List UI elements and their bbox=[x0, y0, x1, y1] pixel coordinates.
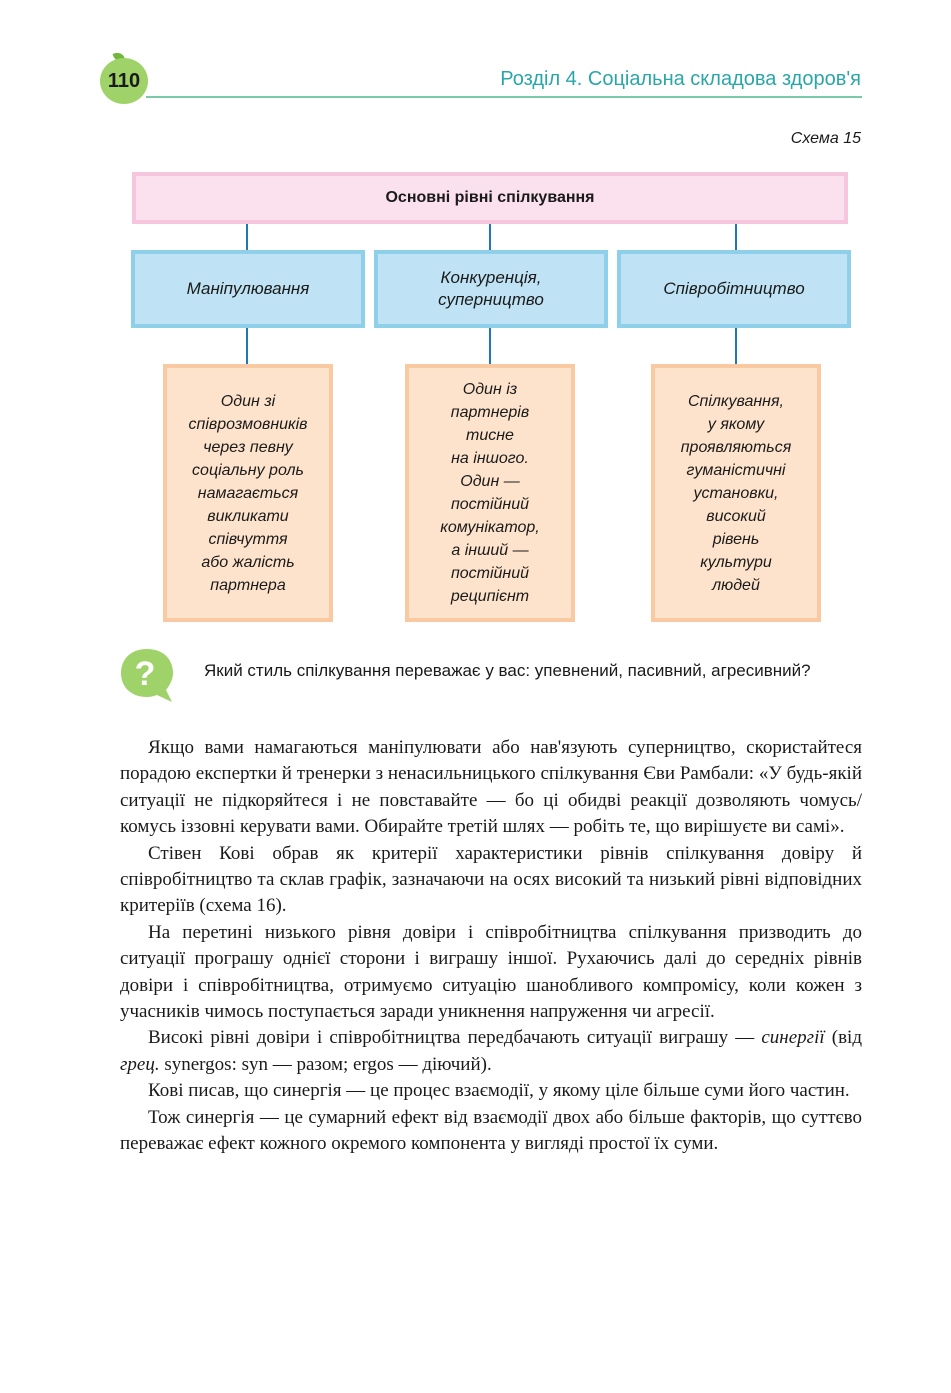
question-mark-icon bbox=[118, 646, 176, 704]
paragraph: На перетині низького рівня довіри і співробітництва спілкування призводить до ситуації програшу однієї сторони і виграшу іншої. Рухаючись далі до середніх рівнів довіри і співробітництва, отримуємо ситуацію шанобливого компромісу, коли кожен з учасників чимось поступається заради уникнення напруження чи агресії. bbox=[120, 921, 862, 1023]
connector-line bbox=[735, 224, 737, 250]
paragraph bbox=[120, 1025, 862, 1078]
paragraph: Стівен Кові обрав як критерії характеристики рівнів спілкування довіру й співробітництво та склав графік, зазначаючи на осях високий та низький рівні відповідних критеріїв (схема 16). bbox=[120, 842, 862, 917]
connector-line bbox=[489, 328, 491, 364]
chapter-title: Розділ 4. Соціальна складова здоров'я bbox=[500, 68, 861, 90]
description-box-manipulation: Один зі співрозмовників через певну соціальну роль намагається викликати співчуття або жалість партнера bbox=[163, 364, 333, 622]
paragraph: Тож синергія — це сумарний ефект від взаємодії двох або більше факторів, що суттєво переважає ефект кожного окремого компонента у вигляді простої їх суми. bbox=[120, 1106, 862, 1155]
connector-line bbox=[246, 224, 248, 250]
body-text bbox=[120, 735, 862, 1158]
level-box-manipulation: Маніпулювання bbox=[131, 250, 365, 328]
description-box-competition: Один із партнерів тисне на іншого. Один — постійний комунікатор, а інший — постійний реципієнт bbox=[405, 364, 575, 622]
svg-text:?: ? bbox=[134, 655, 156, 693]
schema-label: Схема 15 bbox=[790, 130, 861, 147]
abbreviation-greek: грец. bbox=[120, 1053, 160, 1075]
question-text: Який стиль спілкування переважає у вас: упевнений, пасивний, агресивний? bbox=[204, 661, 811, 680]
text-span: (від bbox=[824, 1027, 863, 1049]
text-span: synergos: syn — разом; ergos — діючий). bbox=[159, 1053, 492, 1075]
level-box-cooperation: Співробітництво bbox=[617, 250, 851, 328]
term-synergy: синергії bbox=[761, 1027, 825, 1049]
connector-line bbox=[489, 224, 491, 250]
description-box-cooperation: Спілкування, у якому проявляються гуманістичні установки, високий рівень культури людей bbox=[651, 364, 821, 622]
paragraph: Кові писав, що синергія — це процес взаємодії, у якому ціле більше суми його частин. bbox=[148, 1080, 850, 1102]
level-box-competition: Конкуренція, суперництво bbox=[374, 250, 608, 328]
connector-line bbox=[735, 328, 737, 364]
paragraph: Якщо вами намагаються маніпулювати або нав'язують суперництво, скористайтеся порадою експертки й тренерки з ненасильницького спілкування Єви Рамбали: «У будь-якій ситуації не підкоряйтеся і не повставайте — бо ці обидві реакції дозволяють чомусь/комусь іззовні керувати вами. Обирайте третій шлях — робіть те, що вирішуєте ви самі». bbox=[120, 737, 862, 838]
header-divider bbox=[146, 96, 862, 98]
diagram-title: Основні рівні спілкування bbox=[132, 172, 848, 224]
page-number: 110 bbox=[100, 58, 148, 104]
connector-line bbox=[246, 328, 248, 364]
text-span: Високі рівні довіри і співробітництва передбачають ситуації виграшу — bbox=[148, 1027, 762, 1049]
